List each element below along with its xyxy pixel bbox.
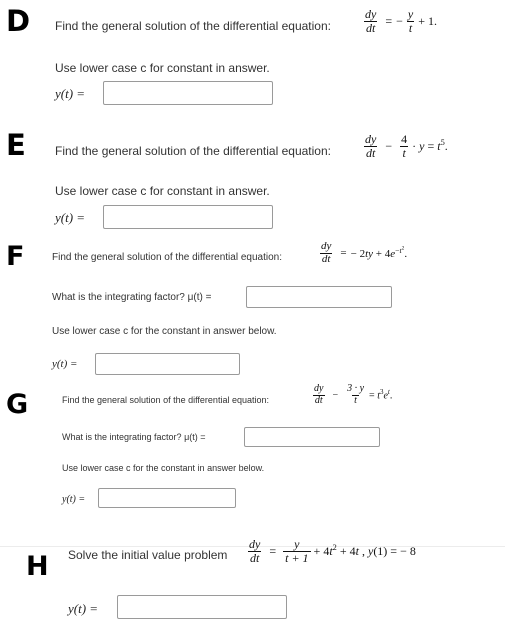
dy-dt-fraction: $\frac{dy}{dt}$ <box>365 7 377 35</box>
problem-letter-d: D <box>6 4 31 38</box>
problem-f-answer-input[interactable] <box>95 353 240 375</box>
problem-h-answer-label: y(t) = <box>68 601 99 616</box>
dy-dt-fraction: $\frac{dy}{dt}$ <box>249 537 261 565</box>
problem-letter-g: G <box>6 389 29 420</box>
problem-e-equation: $\frac{dy}{dt}$ − $\frac{4}{t}$ · $y = t^5$. <box>365 132 448 160</box>
problem-e-answer-input[interactable] <box>103 205 273 229</box>
problem-d-equation: $\frac{dy}{dt}$ = − $\frac{y}{t}$ + 1. <box>365 7 437 35</box>
problem-g-prompt: Find the general solution of the differential equation: <box>62 395 269 405</box>
problem-f-integrating-factor-input[interactable] <box>246 286 392 308</box>
problem-d-answer-label: y(t) = <box>55 86 86 101</box>
problem-f-answer-label: y(t) = <box>52 358 78 370</box>
problem-letter-e: E <box>6 128 26 162</box>
problem-e-note: Use lower case c for constant in answer. <box>55 184 270 198</box>
three-y-over-t-fraction: $\frac{3 \cdot y}{t}$ <box>347 383 365 406</box>
problem-f-integrating-question: What is the integrating factor? μ(t) = <box>52 292 212 303</box>
problem-d-answer-input[interactable] <box>103 81 273 105</box>
dy-dt-fraction: $\frac{dy}{dt}$ <box>365 132 377 160</box>
problem-g-answer-input[interactable] <box>98 488 236 508</box>
y-over-t-plus-1-fraction: $\frac{y}{t + 1}$ <box>285 537 309 565</box>
problem-f-equation: $\frac{dy}{dt}$ = − $2ty + 4e^{-t^2}$. <box>321 240 408 265</box>
problem-letter-f: F <box>6 241 25 272</box>
problem-f-note: Use lower case c for the constant in answer below. <box>52 326 277 337</box>
dy-dt-fraction: $\frac{dy}{dt}$ <box>321 240 332 265</box>
problem-g-integrating-question: What is the integrating factor? μ(t) = <box>62 432 206 442</box>
problem-g-integrating-factor-input[interactable] <box>244 427 380 447</box>
y-over-t-fraction: $\frac{y}{t}$ <box>407 7 414 35</box>
problem-d-prompt: Find the general solution of the differential equation: <box>55 19 331 33</box>
problem-h-equation: $\frac{dy}{dt}$ = $\frac{y}{t + 1}$ + $4t^2 + 4t$ , y(1) = − 8 <box>249 537 416 565</box>
problem-e-prompt: Find the general solution of the differential equation: <box>55 144 331 158</box>
problem-g-equation: $\frac{dy}{dt}$ − $\frac{3 \cdot y}{t}$ = $t^3e^t$. <box>314 383 393 406</box>
problem-h-prompt: Solve the initial value problem <box>68 548 228 562</box>
problem-letter-h: H <box>26 551 49 582</box>
problem-h-answer-input[interactable] <box>117 595 287 619</box>
problem-f-prompt: Find the general solution of the differential equation: <box>52 252 282 263</box>
four-over-t-fraction: $\frac{4}{t}$ <box>401 132 408 160</box>
problem-g-answer-label: y(t) = <box>62 494 86 505</box>
problem-d-note: Use lower case c for constant in answer. <box>55 61 270 75</box>
dy-dt-fraction: $\frac{dy}{dt}$ <box>314 383 324 406</box>
problem-e-answer-label: y(t) = <box>55 210 86 225</box>
problem-g-note: Use lower case c for the constant in answer below. <box>62 463 265 473</box>
